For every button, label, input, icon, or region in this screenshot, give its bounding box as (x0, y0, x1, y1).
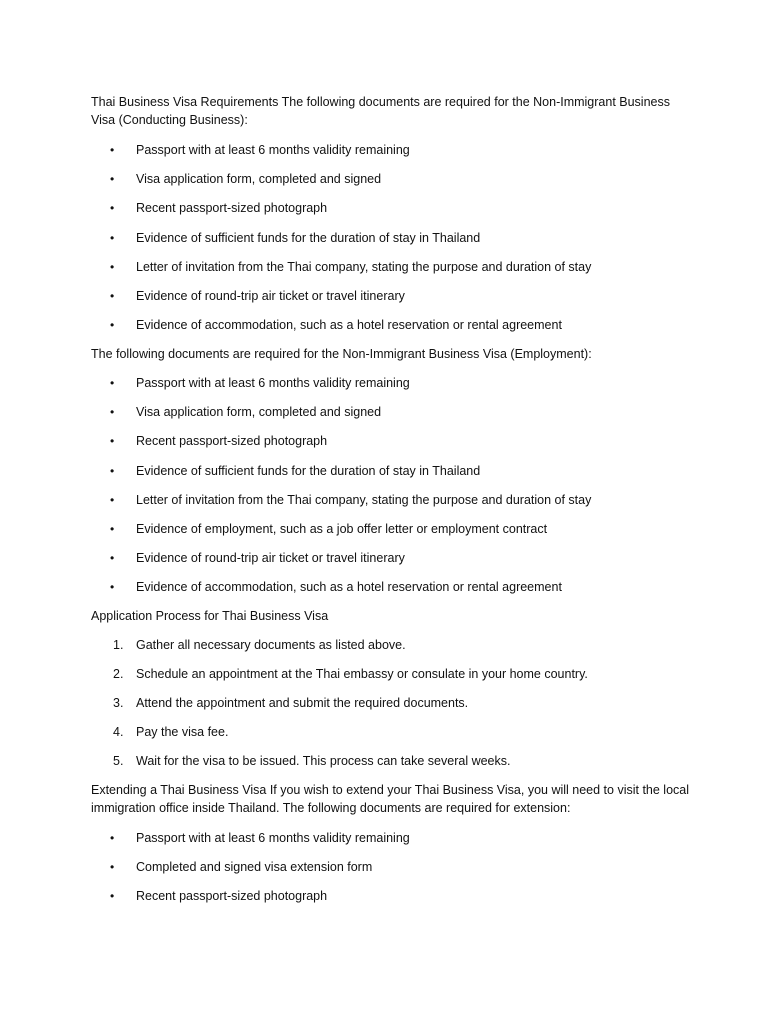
list-item-text: Passport with at least 6 months validity remaining (136, 143, 410, 157)
extension-intro-paragraph: Extending a Thai Business Visa If you wish to extend your Thai Business Visa, you will need to visit the local immigration office inside Thailand. The following documents are required for extension: (91, 783, 690, 815)
list-item (110, 432, 710, 450)
list-item-text: Recent passport-sized photograph (136, 434, 328, 448)
list-item (110, 636, 710, 654)
bullet-marker: • (110, 580, 115, 594)
list-item (110, 752, 710, 770)
step-number: 1. (113, 638, 124, 652)
list-item-text: Schedule an appointment at the Thai embassy or consulate in your home country. (136, 667, 588, 681)
list-item-text: Recent passport-sized photograph (136, 889, 328, 903)
list-item-text: Passport with at least 6 months validity remaining (136, 376, 410, 390)
list-item-text: Evidence of accommodation, such as a hotel reservation or rental agreement (136, 580, 562, 594)
list-item-text: Evidence of round-trip air ticket or travel itinerary (136, 289, 405, 303)
list-item-text: Recent passport-sized photograph (136, 201, 328, 215)
list-item (110, 520, 710, 538)
list-item (110, 199, 710, 217)
list-item (110, 578, 710, 596)
bullet-marker: • (110, 551, 115, 565)
list-item (110, 723, 710, 741)
list-item (110, 829, 710, 847)
list-item-text: Evidence of sufficient funds for the duration of stay in Thailand (136, 231, 481, 245)
list-item-text: Pay the visa fee. (136, 725, 229, 739)
intro-paragraph: Thai Business Visa Requirements The following documents are required for the Non-Immigrant Business Visa (Conducting Business): (91, 95, 670, 127)
bullet-marker: • (110, 143, 115, 157)
list-item (110, 287, 710, 305)
list-item (110, 258, 710, 276)
bullet-marker: • (110, 376, 115, 390)
list-item-text: Gather all necessary documents as listed above. (136, 638, 406, 652)
bullet-marker: • (110, 405, 115, 419)
list-item (110, 403, 710, 421)
bullet-marker: • (110, 289, 115, 303)
list-item-text: Visa application form, completed and signed (136, 405, 382, 419)
list-item (110, 549, 710, 567)
list-item-text: Letter of invitation from the Thai company, stating the purpose and duration of stay (136, 260, 592, 274)
list-item (110, 694, 710, 712)
list-item-text: Evidence of sufficient funds for the duration of stay in Thailand (136, 464, 481, 478)
list-item (110, 462, 710, 480)
bullet-marker: • (110, 318, 115, 332)
bullet-marker: • (110, 201, 115, 215)
bullet-marker: • (110, 493, 115, 507)
list-item-text: Evidence of accommodation, such as a hotel reservation or rental agreement (136, 318, 562, 332)
list-item (110, 665, 710, 683)
list-item (110, 887, 710, 905)
list-item (110, 316, 710, 334)
bullet-marker: • (110, 172, 115, 186)
process-heading: Application Process for Thai Business Visa (91, 609, 329, 623)
employment-intro-paragraph: The following documents are required for the Non-Immigrant Business Visa (Employment): (91, 347, 592, 361)
bullet-marker: • (110, 434, 115, 448)
step-number: 5. (113, 754, 124, 768)
list-item-text: Wait for the visa to be issued. This process can take several weeks. (136, 754, 511, 768)
list-item-text: Evidence of employment, such as a job offer letter or employment contract (136, 522, 548, 536)
list-item (110, 374, 710, 392)
list-item (110, 229, 710, 247)
bullet-marker: • (110, 522, 115, 536)
list-item-text: Letter of invitation from the Thai company, stating the purpose and duration of stay (136, 493, 592, 507)
list-item (110, 141, 710, 159)
bullet-marker: • (110, 464, 115, 478)
step-number: 2. (113, 667, 124, 681)
bullet-marker: • (110, 831, 115, 845)
list-item-text: Evidence of round-trip air ticket or travel itinerary (136, 551, 405, 565)
list-item-text: Visa application form, completed and signed (136, 172, 382, 186)
step-number: 3. (113, 696, 124, 710)
list-item (110, 858, 710, 876)
bullet-marker: • (110, 231, 115, 245)
list-item (110, 170, 710, 188)
bullet-marker: • (110, 889, 115, 903)
list-item (110, 491, 710, 509)
list-item-text: Attend the appointment and submit the required documents. (136, 696, 469, 710)
step-number: 4. (113, 725, 124, 739)
list-item-text: Passport with at least 6 months validity remaining (136, 831, 410, 845)
bullet-marker: • (110, 260, 115, 274)
list-item-text: Completed and signed visa extension form (136, 860, 373, 874)
bullet-marker: • (110, 860, 115, 874)
